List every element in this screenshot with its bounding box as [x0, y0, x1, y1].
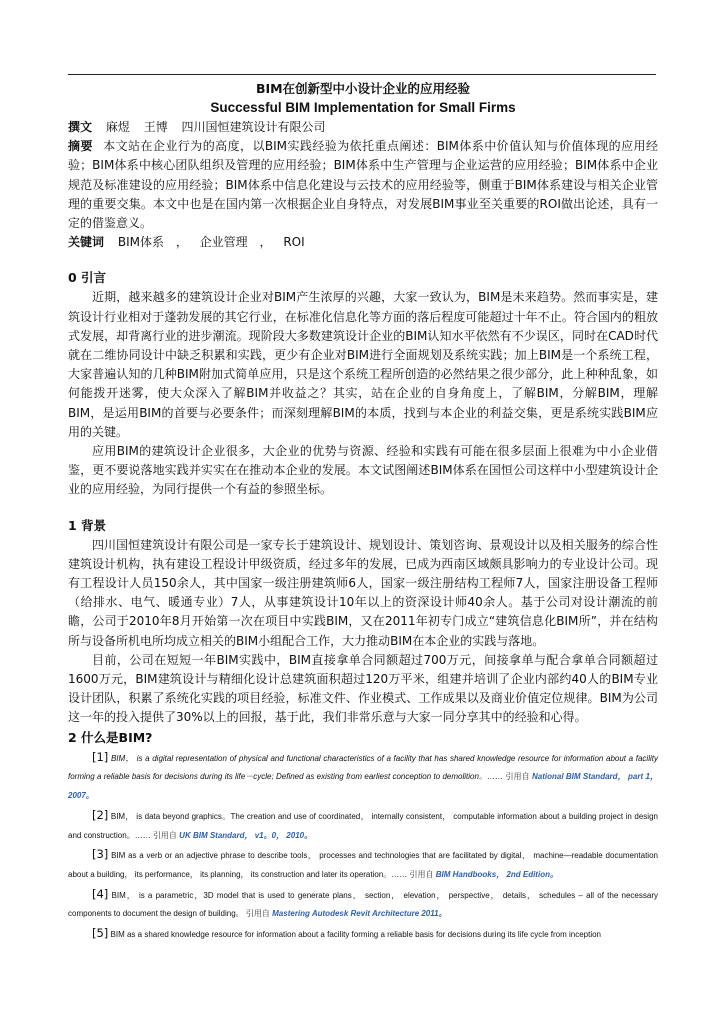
keyword-separator: ，	[175, 235, 188, 250]
keyword: ROI	[283, 235, 305, 250]
reference-body: BIM， is a digital representation of physical and functional characteristics of a facility that has shared knowledge resource for information about a facility forming a reliable basis for decisions during its life－cycle; Defined as existing from earliest conception to demolition。……	[68, 753, 658, 782]
abstract-label: 摘要	[68, 139, 93, 154]
keyword: 企业管理	[199, 235, 248, 250]
section-heading-intro: 0 引言	[68, 270, 107, 286]
reference-body: BIM， is data beyond graphics。The creation and use of coordinated， internally consistent， computable information about a building project in design and construction。……	[68, 811, 658, 840]
reference-item	[68, 845, 658, 884]
author-affiliation: 四川国恒建筑设计有限公司	[181, 120, 326, 134]
title-chinese: BIM在创新型中小设计企业的应用经验	[255, 81, 471, 96]
reference-number: [1]	[92, 749, 109, 764]
keywords-label: 关键词	[68, 235, 105, 250]
paper-page	[68, 80, 658, 945]
keywords	[68, 233, 658, 252]
reference-cite-label: 引用自	[409, 869, 434, 879]
reference-cite-label: 引用自	[152, 830, 177, 840]
reference-source: National BIM Standard， part 1， 2007。	[68, 772, 658, 801]
abstract	[68, 137, 658, 233]
reference-number: [4]	[92, 886, 109, 901]
reference-item	[68, 885, 658, 924]
reference-source: Mastering Autodesk Revit Architecture 2011。	[272, 909, 447, 919]
reference-body: BIM， is a parametric，3D model that is used to generate plans， section， elevation， perspective， details， schedules – all of the necessary components to document the design of building。	[68, 890, 658, 919]
paragraph: 应用BIM的建筑设计企业很多，大企业的优势与资源、经验和实践有可能在很多层面上很难为中小企业借鉴，更不要说落地实践并实实在在推动本企业的发展。本文试图阐述BIM体系在国恒公司这样中小型建筑设计企业的应用经验，为同行提供一个有益的参照坐标。	[68, 444, 658, 497]
keyword-separator: ，	[259, 235, 272, 250]
reference-body: BIM as a shared knowledge resource for information about a facility forming a reliable basis for decisions during its life cycle from inception	[110, 930, 601, 940]
paragraph: 四川国恒建筑设计有限公司是一家专长于建筑设计、规划设计、策划咨询、景观设计以及相关服务的综合性建筑设计机构，执有建设工程设计甲级资质，经过多年的发展，已成为西南区域颇具影响力的专业设计公司。现有工程设计人员150余人，其中国家一级注册建筑师6人，国家一级注册结构工程师7人，国家注册设备工程师（给排水、电气、暖通专业）7人，从事建筑设计10年以上的资深设计师40余人。基于公司对设计潮流的前瞻，公司于2010年8月开始第一次在项目中实践BIM，又在2011年初专门成立“建筑信息化BIM所”，并在结构所与设备所机电所均成立相关的BIM小组配合工作，大力推动BIM在本企业的实践与落地。	[68, 537, 658, 648]
section-heading-background: 1 背景	[68, 517, 107, 533]
reference-number: [5]	[92, 926, 109, 941]
reference-item	[68, 924, 658, 945]
reference-cite-label: 引用自	[245, 909, 270, 919]
reference-item	[68, 748, 658, 806]
author-line	[68, 118, 658, 137]
paragraph: 近期，越来越多的建筑设计企业对BIM产生浓厚的兴趣，大家一致认为，BIM是未来趋势。然而事实是，建筑设计行业相对于蓬勃发展的其它行业，在标准化信息化等方面的落后程度可能超过十年不止。符合国内的粗放式发展，却背离行业的进步潮流。现阶段大多数建筑设计企业的BIM认知水平依然有不少误区，同时在CAD时代就在二维协同设计中缺乏积累和实践，更少有企业对BIM进行全面规划及系统实践；加上BIM是一个系统工程，大家普遍认知的几种BIM附加式简单应用，只是这个系统工程所创造的必然结果之很少部分，此上种种乱象，如何能拨开迷雾，使大众深入了解BIM并收益之？其实，站在企业的自身角度上，了解BIM，分解BIM，理解BIM，是运用BIM的首要与必要条件；而深刻理解BIM的本质，找到与本企业的利益交集，更是系统实践BIM应用的关键。	[68, 290, 658, 439]
reference-number: [3]	[92, 847, 109, 862]
author-label: 撰文	[68, 120, 93, 134]
header-rule	[68, 74, 656, 75]
reference-number: [2]	[92, 807, 109, 822]
reference-item	[68, 806, 658, 845]
reference-cite-label: 引用自	[505, 772, 530, 782]
reference-source: BIM Handbooks， 2nd Edition。	[435, 869, 558, 879]
abstract-text: 本文站在企业行为的高度，以BIM实践经验为依托重点阐述：BIM体系中价值认知与价值体现的应用经验；BIM体系中核心团队组织及管理的应用经验；BIM体系中生产管理与企业运营的应用经验；BIM体系中企业规范及标准建设的应用经验；BIM体系中信息化建设与云技术的应用经验等，侧重于BIM体系建设与相关企业管理的重要交集。本文中也是在国内第一次根据企业自身特点，对发展BIM事业至关重要的ROI做出论述，具有一定的借鉴意义。	[68, 139, 658, 231]
keyword: BIM体系	[117, 235, 164, 250]
title-english: Successful BIM Implementation for Small Firms	[210, 100, 516, 115]
author-name: 王博	[143, 120, 168, 134]
paragraph: 目前，公司在短短一年BIM实践中，BIM直接拿单合同额超过700万元，间接拿单与配合拿单合同额超过1600万元，BIM建筑设计与精细化设计总建筑面积超过120万平米，组建并培训了企业内部约40人的BIM专业设计团队，积累了系统化实践的项目经验，标准文件、作业模式、工作成果以及商业价值定位规律。BIM为公司这一年的投入提供了30%以上的回报，基于此，我们非常乐意与大家一同分享其中的经验和心得。	[68, 652, 658, 725]
reference-source: UK BIM Standard， v1。0， 2010。	[179, 830, 313, 840]
reference-body: BIM as a verb or an adjective phrase to describe tools， processes and technologies that are facilitated by digital， machine—readable documentation about a building， its performance， its planning， its construction and later its operation。……	[68, 851, 658, 879]
author-name: 麻煜	[105, 120, 130, 134]
section-heading-what-is-bim: 2 什么是BIM?	[68, 729, 153, 745]
